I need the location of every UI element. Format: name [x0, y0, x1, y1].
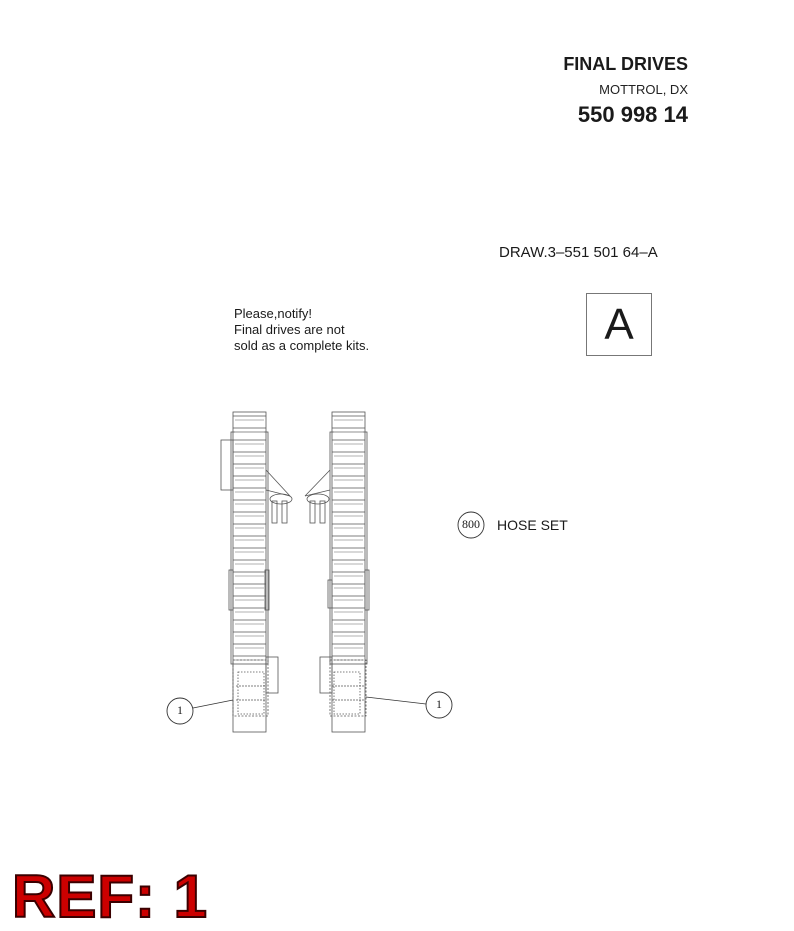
drawing-reference: DRAW.3–551 501 64–A [499, 244, 658, 261]
page-subtitle: MOTTROL, DX [599, 82, 688, 97]
hose-set-callout-number: 800 [462, 517, 480, 531]
ref-label: REF: 1 [12, 863, 209, 930]
right-drive-callout-number: 1 [436, 697, 442, 711]
part-number: 550 998 14 [577, 102, 688, 127]
left-drive-callout-number: 1 [177, 703, 183, 717]
page-title: FINAL DRIVES [563, 54, 688, 74]
right-track [320, 412, 369, 732]
notice-line-2: Final drives are not [234, 322, 345, 337]
hose-connectors [266, 470, 330, 523]
notice-line-1: Please,notify! [234, 306, 313, 321]
view-label: A [604, 299, 634, 349]
notice-line-3: sold as a complete kits. [234, 338, 370, 353]
left-track [221, 412, 278, 732]
hose-set-label: HOSE SET [497, 517, 568, 533]
